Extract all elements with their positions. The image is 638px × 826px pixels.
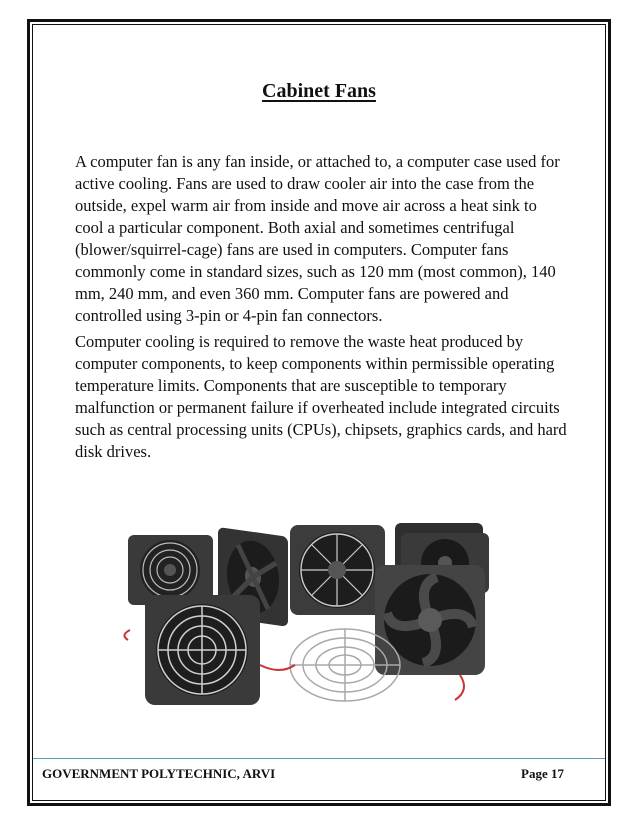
fan-wire: [455, 675, 464, 700]
fan-front-left: [145, 595, 260, 705]
footer-page-number: Page 17: [521, 766, 564, 781]
loose-fan-grill: [290, 629, 400, 701]
footer-divider: [33, 758, 605, 759]
paragraph-computer-fan: A computer fan is any fan inside, or attached to, a computer case used for active cooling. Fans are used to draw cooler air into the case from the outside, expel warm air from inside and move air across a heat sink to cool a particular component. Both axial and sometimes centrifugal (blower/squirrel-cage) fans are used in computers. Computer fans commonly come in standard sizes, such as 120 mm (most common), 140 mm, 240 mm, and even 360 mm. Computer fans are powered and controlled using 3-pin or 4-pin fan connectors.: [75, 152, 560, 325]
fan-front-right: [375, 565, 485, 675]
page-title: Cabinet Fans: [262, 80, 376, 102]
paragraph-computer-cooling: Computer cooling is required to remove the waste heat produced by computer components, to keep components within permissible operating temperature limits. Components that are susceptible to temporary malfunction or permanent failure if overheated include integrated circuits such as central processing units (CPUs), chipsets, graphics cards, and hard disk drives.: [75, 332, 567, 461]
fan-back-left: [128, 535, 213, 605]
fan-wire: [124, 630, 130, 640]
footer-institution: GOVERNMENT POLYTECHNIC, ARVI: [42, 766, 276, 781]
cabinet-fans-image: [120, 515, 520, 715]
fan-center: [290, 525, 385, 615]
